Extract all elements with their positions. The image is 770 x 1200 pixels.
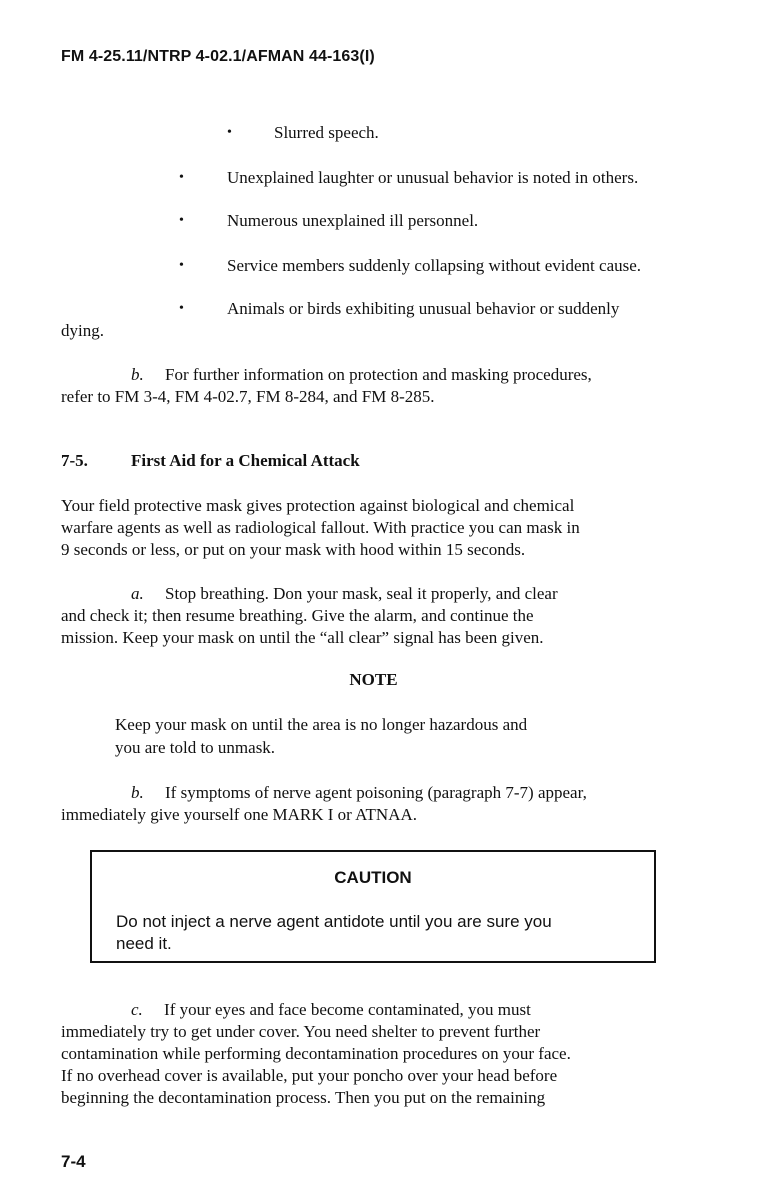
bullet-icon: •	[179, 258, 184, 273]
note-line: Keep your mask on until the area is no longer hazardous and	[115, 715, 528, 734]
list-item-text: Animals or birds exhibiting unusual behavior or suddenly	[227, 299, 620, 318]
paragraph-intro	[61, 495, 686, 561]
paragraph-line: mission. Keep your mask on until the “all clear” signal has been given.	[61, 628, 544, 647]
bullet-icon: •	[227, 125, 232, 140]
paragraph-label: b.	[131, 783, 144, 802]
caution-body	[116, 911, 636, 955]
paragraph-b-protection	[61, 364, 686, 408]
note-title: NOTE	[349, 670, 398, 689]
bullet-icon: •	[179, 301, 184, 316]
paragraph-line: For further information on protection and masking procedures,	[165, 365, 592, 384]
paragraph-c	[61, 999, 686, 1109]
document-page	[61, 0, 686, 1200]
list-item-text: Unexplained laughter or unusual behavior is noted in others.	[227, 168, 639, 187]
paragraph-line: 9 seconds or less, or put on your mask with hood within 15 seconds.	[61, 540, 526, 559]
caution-box	[90, 850, 656, 963]
paragraph-label: a.	[131, 584, 144, 603]
paragraph-line: and check it; then resume breathing. Give the alarm, and continue the	[61, 606, 534, 625]
paragraph-a	[61, 583, 686, 649]
page-number: 7-4	[61, 1152, 86, 1171]
section-title: First Aid for a Chemical Attack	[131, 451, 360, 470]
bullet-icon: •	[179, 170, 184, 185]
list-item-text: Slurred speech.	[274, 123, 379, 142]
paragraph-label: c.	[131, 1000, 143, 1019]
paragraph-line: warfare agents as well as radiological fallout. With practice you can mask in	[61, 518, 580, 537]
caution-title: CAUTION	[334, 868, 412, 887]
caution-line: need it.	[116, 934, 172, 953]
paragraph-line: immediately try to get under cover. You need shelter to prevent further	[61, 1022, 541, 1041]
paragraph-line: If your eyes and face become contaminated, you must	[164, 1000, 531, 1019]
section-heading	[61, 451, 360, 471]
document-header: FM 4-25.11/NTRP 4-02.1/AFMAN 44-163(I)	[61, 48, 375, 65]
note-line: you are told to unmask.	[115, 738, 276, 757]
bullet-icon: •	[179, 213, 184, 228]
paragraph-line: refer to FM 3-4, FM 4-02.7, FM 8-284, and FM 8-285.	[61, 387, 435, 406]
list-item-text: Service members suddenly collapsing without evident cause.	[227, 256, 642, 275]
paragraph-line: If symptoms of nerve agent poisoning (paragraph 7-7) appear,	[165, 783, 587, 802]
list-item-text: dying.	[61, 321, 104, 340]
paragraph-label: b.	[131, 365, 144, 384]
paragraph-line: Your field protective mask gives protection against biological and chemical	[61, 496, 575, 515]
paragraph-line: immediately give yourself one MARK I or ATNAA.	[61, 805, 417, 824]
caution-line: Do not inject a nerve agent antidote until you are sure you	[116, 912, 552, 931]
note-body	[115, 713, 635, 759]
paragraph-line: beginning the decontamination process. Then you put on the remaining	[61, 1088, 546, 1107]
section-number: 7-5.	[61, 451, 88, 470]
list-item-text: Numerous unexplained ill personnel.	[227, 211, 479, 230]
paragraph-line: Stop breathing. Don your mask, seal it properly, and clear	[165, 584, 558, 603]
paragraph-line: If no overhead cover is available, put your poncho over your head before	[61, 1066, 558, 1085]
paragraph-line: contamination while performing decontamination procedures on your face.	[61, 1044, 571, 1063]
paragraph-b-symptoms	[61, 782, 686, 826]
